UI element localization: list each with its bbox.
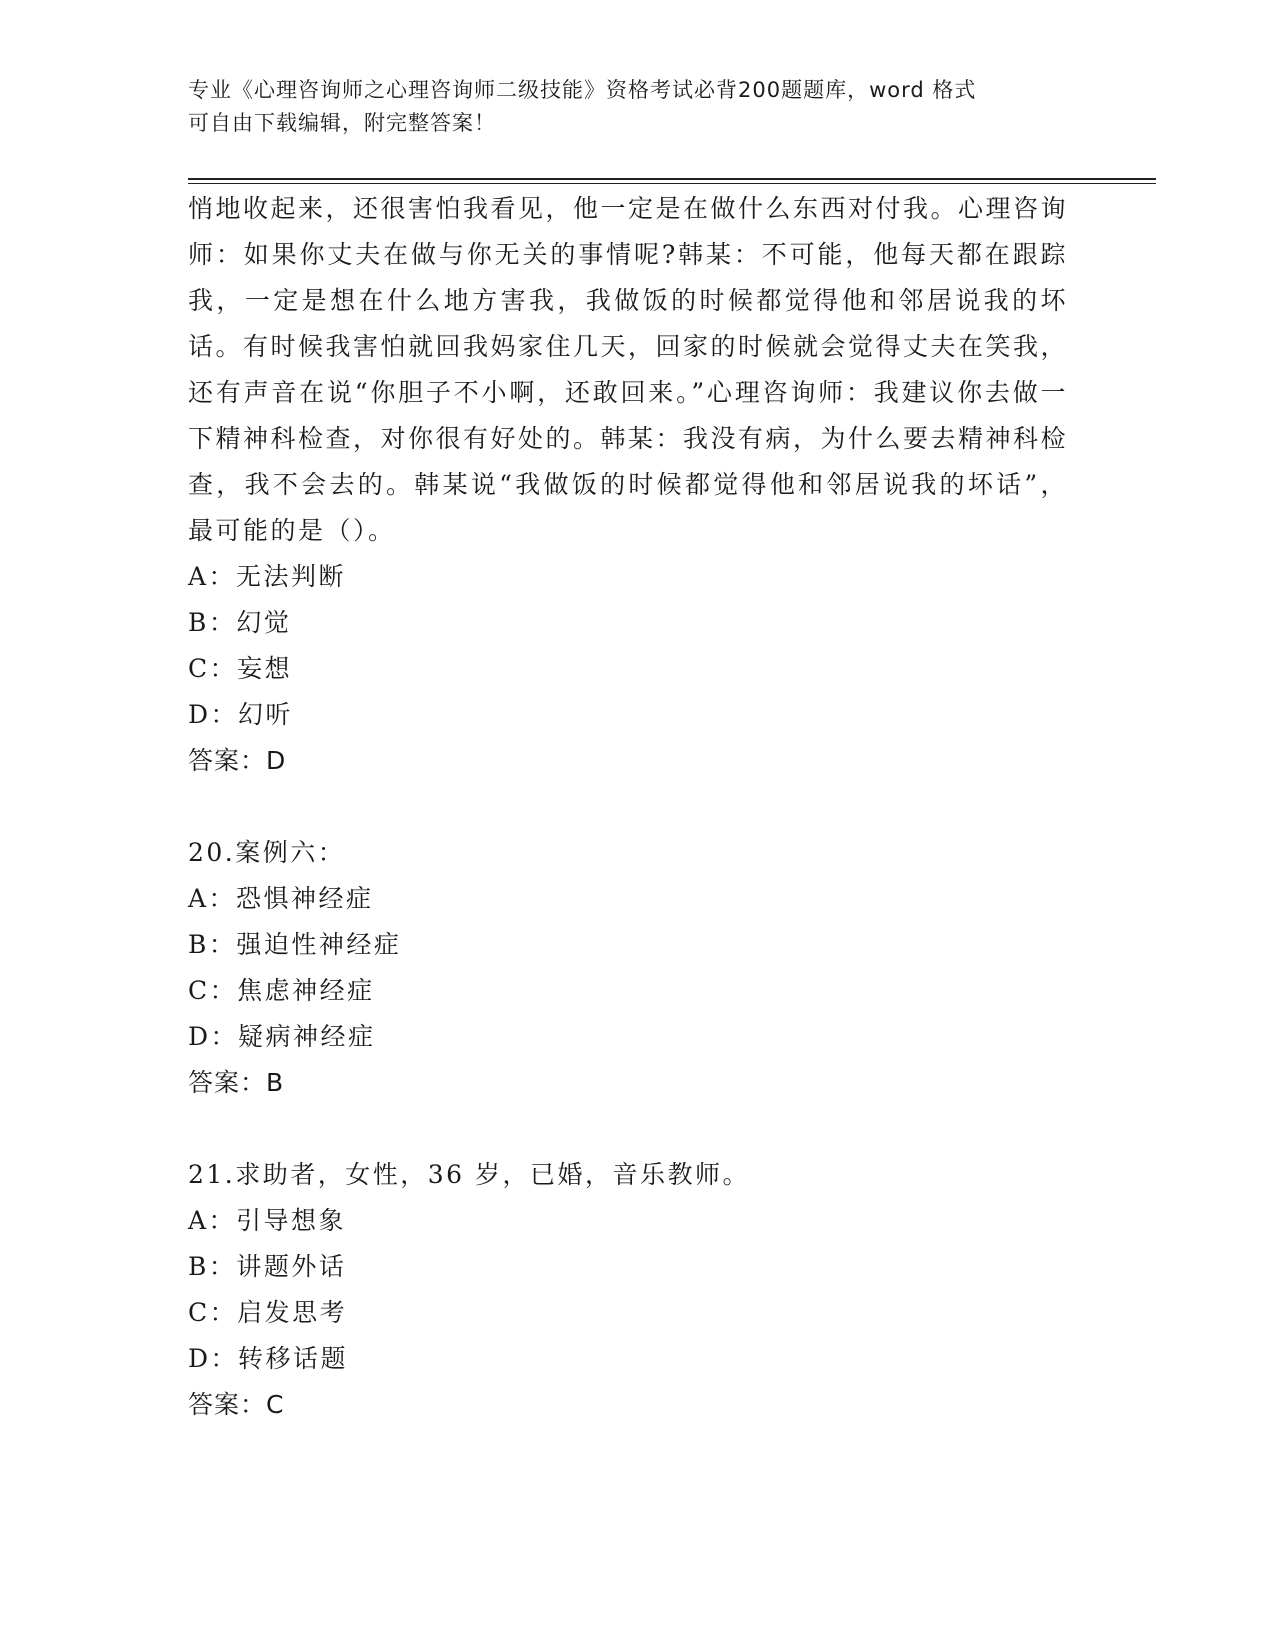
question-19 [188, 186, 1088, 784]
option-c: C：焦虑神经症 [188, 976, 375, 1005]
header-line-2: 可自由下载编辑，附完整答案！ [188, 111, 496, 135]
option-a: A：恐惧神经症 [188, 884, 374, 913]
option-d: D：疑病神经症 [188, 1022, 376, 1051]
header-line-1: 专业《心理咨询师之心理咨询师二级技能》资格考试必背200题题库，word 格式 [188, 78, 977, 102]
option-a: A：引导想象 [188, 1206, 347, 1235]
question-20 [188, 830, 1088, 1106]
question-stem: 20.案例六： [188, 838, 346, 867]
option-b: B：强迫性神经症 [188, 930, 402, 959]
answer-line: 答案：D [188, 746, 287, 775]
answer-line: 答案：C [188, 1390, 285, 1419]
option-b: B：幻觉 [188, 608, 292, 637]
option-d: D：幻听 [188, 700, 294, 729]
question-21 [188, 1152, 1088, 1428]
spacer [188, 784, 1088, 830]
question-stem: 21.求助者，女性，36 岁，已婚，音乐教师。 [188, 1160, 751, 1189]
option-b: B：讲题外话 [188, 1252, 347, 1281]
header-divider [188, 178, 1156, 184]
option-c: C：启发思考 [188, 1298, 348, 1327]
option-a: A：无法判断 [188, 562, 347, 591]
question-stem: 悄地收起来，还很害怕我看见，他一定是在做什么东西对付我。心理咨询师：如果你丈夫在做与你无关的事情呢?韩某：不可能，他每天都在跟踪我，一定是想在什么地方害我，我做饭的时候都觉得他和邻居说我的坏话。有时候我害怕就回我妈家住几天，回家的时候就会觉得丈夫在笑我，还有声音在说“你胆子不小啊，还敢回来。”心理咨询师：我建议你去做一下精神科检查，对你很有好处的。韩某：我没有病，为什么要去精神科检查，我不会去的。韩某说“我做饭的时候都觉得他和邻居说我的坏话”，最可能的是（）。 [188, 194, 1069, 545]
option-c: C：妄想 [188, 654, 293, 683]
option-d: D：转移话题 [188, 1344, 349, 1373]
page-content [188, 186, 1088, 1428]
spacer [188, 1106, 1088, 1152]
answer-line: 答案：B [188, 1068, 285, 1097]
page-header [188, 74, 1068, 140]
